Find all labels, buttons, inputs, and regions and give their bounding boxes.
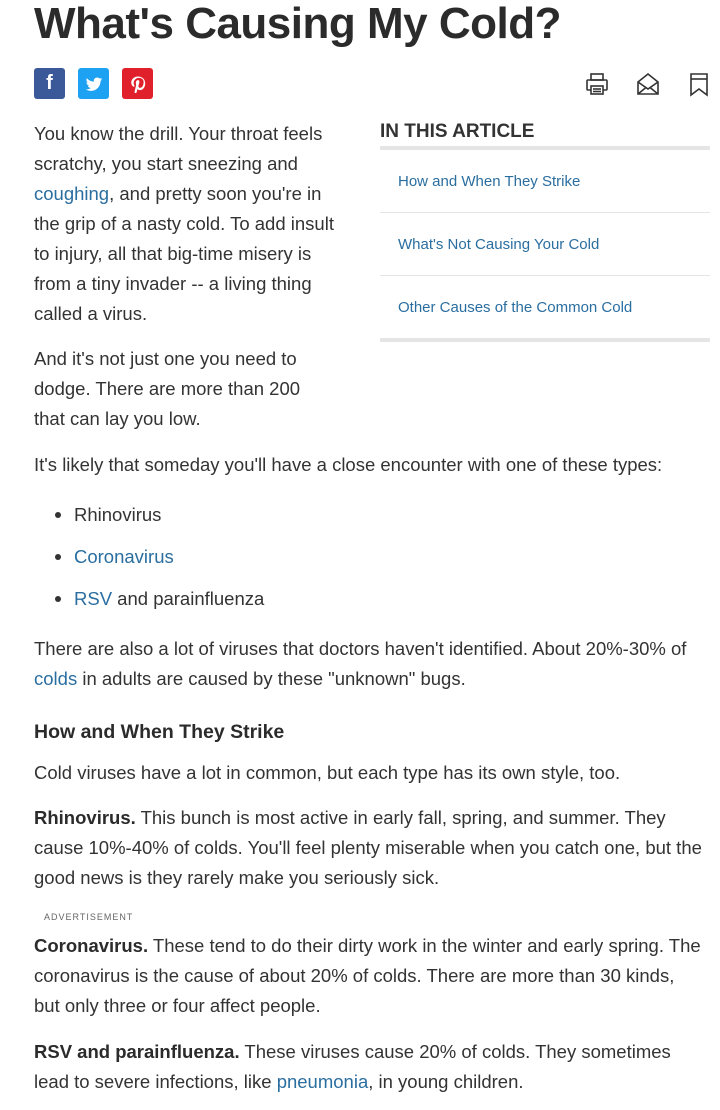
list-item [34, 538, 264, 580]
pneumonia-link[interactable]: pneumonia [276, 1071, 369, 1092]
toc-link-other-causes[interactable]: Other Causes of the Common Cold [380, 276, 710, 342]
list-item [34, 580, 264, 622]
rsv-description: These viruses cause 20% of colds. They sometimes lead to severe infections, like [34, 1041, 671, 1092]
intro-paragraph-1 [34, 119, 340, 329]
rsv-paragraph [34, 1037, 694, 1097]
email-button[interactable] [635, 70, 661, 98]
printer-icon [584, 71, 610, 97]
twitter-icon [85, 75, 103, 93]
intro-text: You know the drill. Your throat feels scratchy, you start sneezing and [34, 123, 323, 174]
bookmark-button[interactable] [686, 70, 712, 98]
unknown-viruses-paragraph [34, 634, 720, 694]
intro-paragraph-3: It's likely that someday you'll have a close encounter with one of these types: [34, 454, 663, 475]
section-heading: How and When They Strike [34, 721, 285, 743]
intro-paragraph-2: And it's not just one you need to dodge. There are more than 200 that can lay you low. [34, 348, 301, 429]
coronavirus-paragraph [34, 931, 704, 1021]
coronavirus-description: These tend to do their dirty work in the winter and early spring. The coronavirus is the cause of about 20% of colds. There are more than 30 kinds, but only three or four affect people. [34, 935, 701, 1016]
twitter-share-button[interactable] [78, 68, 109, 99]
rhinovirus-paragraph [34, 803, 706, 893]
intro-text: , and pretty soon you're in the grip of a nasty cold. To add insult to injury, all that big-time misery is from a tiny invader -- a living thing called a virus. [34, 183, 334, 324]
rsv-term: RSV and parainfluenza. [34, 1041, 240, 1062]
colds-link[interactable]: colds [34, 668, 78, 689]
facebook-icon: f [46, 72, 53, 94]
toc-link-whats-not-causing[interactable]: What's Not Causing Your Cold [380, 213, 710, 276]
coronavirus-term: Coronavirus. [34, 935, 149, 956]
coronavirus-link[interactable]: Coronavirus [74, 546, 174, 567]
toc-heading: IN THIS ARTICLE [380, 118, 710, 150]
print-button[interactable] [584, 70, 610, 98]
pinterest-icon [129, 75, 147, 93]
pinterest-share-button[interactable] [122, 68, 153, 99]
envelope-icon [635, 71, 661, 97]
parainfluenza-text: and parainfluenza [112, 588, 265, 609]
virus-types-list [34, 496, 264, 622]
advertisement-label: ADVERTISEMENT [44, 912, 134, 922]
rhinovirus-description: This bunch is most active in early fall, spring, and summer. They cause 10%-40% of colds. You'll feel plenty miserable when you catch one, but the good news is they rarely make you seriously sick. [34, 807, 702, 888]
toc-link-how-and-when[interactable]: How and When They Strike [380, 150, 710, 213]
list-item [34, 496, 264, 538]
coughing-link[interactable]: coughing [34, 183, 110, 204]
section-intro-paragraph: Cold viruses have a lot in common, but each type has its own style, too. [34, 762, 621, 783]
rsv-link[interactable]: RSV [74, 588, 113, 609]
facebook-share-button[interactable] [34, 68, 65, 99]
rhinovirus-term: Rhinovirus. [34, 807, 136, 828]
unknown-text: There are also a lot of viruses that doctors haven't identified. About 20%-30% of [34, 638, 687, 659]
bookmark-icon [686, 71, 712, 97]
page-title: What's Causing My Cold? [34, 0, 561, 48]
table-of-contents [380, 118, 710, 342]
rhinovirus-text: Rhinovirus [74, 504, 162, 525]
rsv-description-end: , in young children. [368, 1071, 524, 1092]
unknown-text: in adults are caused by these "unknown" bugs. [77, 668, 466, 689]
